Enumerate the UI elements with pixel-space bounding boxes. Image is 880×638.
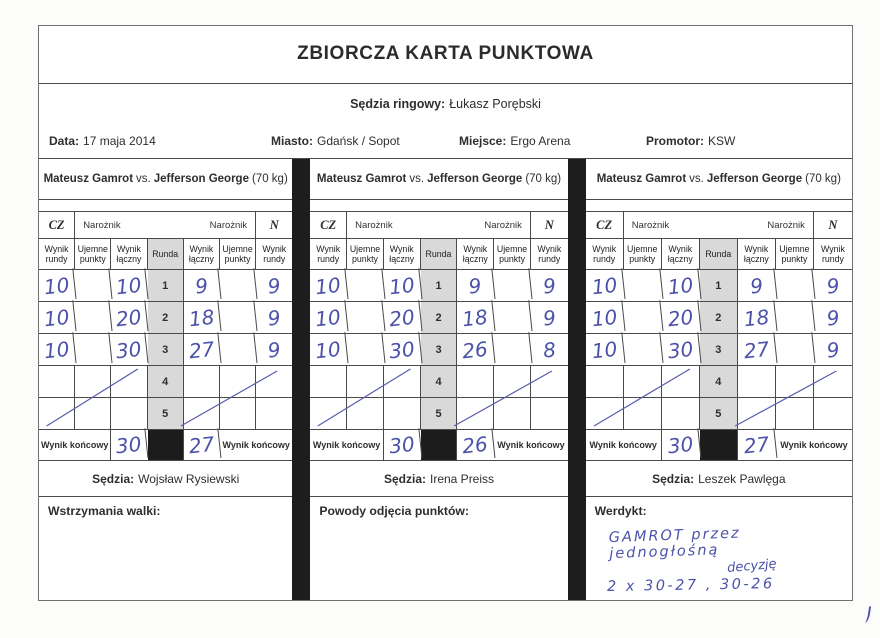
score-cell [622, 300, 663, 335]
score-cell [184, 398, 220, 429]
score-cell: 10 [584, 268, 625, 303]
score-cell [310, 366, 347, 397]
title-table-gap [39, 200, 292, 212]
meta-promoter [646, 134, 852, 148]
notes-section [39, 497, 292, 600]
col-head-neg-points-left: Ujemne punkty [347, 239, 384, 269]
score-cell: 9 [736, 268, 777, 303]
score-cell [586, 398, 624, 429]
round-number: 3 [148, 334, 184, 365]
score-cell [75, 366, 111, 397]
page-title: ZBIORCZA KARTA PUNKTOWA [297, 43, 594, 65]
column-header-row [39, 239, 292, 270]
weight-label: (70 kg) [525, 173, 562, 185]
score-cell: 10 [110, 268, 149, 303]
judge-label: Sędzia: [652, 471, 695, 486]
ring-referee-label: Sędzia ringowy: [350, 97, 446, 112]
weight-label: (70 kg) [251, 173, 288, 185]
final-score-row [310, 430, 567, 461]
corner-header-row [310, 212, 567, 239]
col-head-total-left: Wynik łączny [111, 239, 147, 269]
vs-label: vs. [689, 173, 704, 185]
col-head-round: Runda [148, 239, 184, 269]
fighter2-name: Jefferson George [427, 173, 523, 185]
score-cell [494, 398, 531, 429]
judge-label: Sędzia: [92, 471, 135, 486]
judge-line [586, 461, 852, 497]
score-cell [493, 268, 533, 303]
scorecards-row [39, 158, 852, 600]
meta-venue-label: Miejsce: [459, 134, 507, 149]
verdict-line-2 [452, 519, 559, 528]
judge-scorecard [39, 159, 292, 600]
round-number: 1 [148, 270, 184, 301]
fighter1-name: Mateusz Gamrot [596, 173, 687, 185]
col-head-round-score-left: Wynik rundy [39, 239, 75, 269]
score-cell: 8 [541, 336, 557, 363]
score-cell [218, 300, 257, 335]
score-cell: 9 [266, 336, 282, 363]
meta-venue-value: Ergo Arena [510, 134, 571, 149]
meta-promoter-value: KSW [708, 134, 736, 149]
score-cell [457, 398, 494, 429]
judge-line [310, 461, 567, 497]
vs-label: vs. [136, 173, 151, 185]
verdict-handwriting [319, 526, 558, 530]
fight-title [310, 159, 567, 200]
corner-header-row [586, 212, 852, 239]
title-table-gap [586, 200, 852, 212]
final-score-row [39, 430, 292, 461]
panel-divider [568, 159, 586, 600]
fighter1-name: Mateusz Gamrot [43, 173, 134, 185]
corner-label-right: Narożnik [484, 219, 522, 231]
stray-pen-mark [863, 606, 871, 624]
final-label-right: Wynik końcowy [497, 440, 565, 450]
score-cell [738, 366, 776, 397]
final-score-row [586, 430, 852, 461]
score-cell [738, 398, 776, 429]
col-head-round: Runda [421, 239, 458, 269]
red-corner-code: CZ [310, 212, 347, 238]
score-cell: 20 [660, 300, 701, 335]
score-cell: 9 [182, 268, 221, 303]
round-number: 2 [700, 302, 738, 333]
verdict-line-1 [62, 522, 283, 530]
score-cell [384, 366, 421, 397]
final-label-left: Wynik końcowy [310, 430, 384, 460]
score-cell [220, 398, 256, 429]
score-cell [74, 332, 113, 367]
verdict-line-3 [331, 528, 558, 532]
score-cell: 10 [37, 300, 76, 335]
col-head-round-score-right: Wynik rundy [262, 243, 287, 264]
corner-label-left: Narożnik [83, 219, 121, 231]
verdict-handwriting [48, 526, 283, 530]
final-score-red: 30 [110, 428, 149, 462]
corner-label-right: Narożnik [209, 219, 248, 231]
judge-name: Irena Preiss [430, 471, 495, 486]
judge-name: Wojsław Rysiewski [138, 471, 240, 486]
score-cell: 18 [736, 300, 777, 335]
score-cell [256, 366, 292, 397]
score-cell [184, 366, 220, 397]
col-head-total-left: Wynik łączny [662, 239, 700, 269]
col-head-neg-points-right: Ujemne punkty [494, 239, 531, 269]
event-meta-row [39, 124, 852, 158]
score-table [586, 212, 852, 461]
col-head-round-score-right: Wynik rundy [821, 243, 845, 264]
meta-city-value: Gdańsk / Sopot [317, 134, 400, 149]
round-row-1 [586, 270, 852, 302]
final-score-blue: 27 [182, 428, 221, 462]
score-table [310, 212, 567, 461]
score-cell: 9 [456, 268, 496, 303]
score-cell [622, 332, 663, 367]
col-head-neg-points-right: Ujemne punkty [220, 239, 256, 269]
score-cell: 10 [309, 300, 349, 335]
score-cell: 10 [37, 268, 76, 303]
verdict-line-3: 2 x 30-27 , 30-26 [606, 576, 775, 596]
meta-date [49, 134, 271, 148]
meta-date-label: Data: [49, 134, 80, 149]
fight-title [586, 159, 852, 200]
notes-section-label: Wstrzymania walki: [48, 504, 161, 518]
score-cell: 30 [660, 332, 701, 367]
red-corner-code: CZ [586, 212, 624, 238]
round-number: 3 [700, 334, 738, 365]
ring-referee-name: Łukasz Porębski [449, 97, 541, 112]
score-cell: 9 [541, 304, 557, 331]
score-cell [220, 366, 256, 397]
meta-date-value: 17 maja 2014 [83, 134, 156, 149]
corner-label-left: Narożnik [355, 219, 393, 231]
score-cell [218, 268, 257, 303]
notes-section [310, 497, 567, 600]
round-number: 5 [700, 398, 738, 429]
score-cell: 10 [37, 332, 76, 367]
score-cell [384, 398, 421, 429]
score-cell [256, 398, 292, 429]
round-row-4 [310, 366, 567, 398]
score-cell: 10 [584, 332, 625, 367]
ring-referee-line [39, 84, 852, 124]
notes-section-label: Werdykt: [594, 504, 647, 518]
score-cell [74, 300, 113, 335]
verdict-line-1 [333, 522, 558, 530]
round-row-5 [39, 398, 292, 430]
fighter1-name: Mateusz Gamrot [316, 173, 407, 185]
score-cell: 26 [456, 332, 496, 367]
verdict-handwriting [595, 525, 843, 596]
title-block [39, 26, 852, 84]
final-label-right: Wynik końcowy [222, 440, 290, 450]
score-cell: 9 [266, 304, 282, 331]
round-row-4 [39, 366, 292, 398]
round-row-3 [586, 334, 852, 366]
col-head-round-score-right: Wynik rundy [537, 243, 562, 264]
round-number: 1 [700, 270, 738, 301]
fight-title [39, 159, 292, 200]
score-cell: 9 [541, 272, 557, 299]
weight-label: (70 kg) [805, 173, 841, 185]
score-cell [776, 366, 814, 397]
score-cell [218, 332, 257, 367]
score-cell: 9 [825, 336, 841, 363]
final-label-left: Wynik końcowy [586, 430, 662, 460]
score-cell [662, 366, 700, 397]
final-score-blue: 26 [456, 428, 496, 462]
col-head-total-left: Wynik łączny [384, 239, 421, 269]
score-cell: 18 [182, 300, 221, 335]
final-score-blue: 27 [736, 428, 777, 462]
meta-promoter-label: Promotor: [646, 134, 704, 149]
score-cell [622, 268, 663, 303]
fighter2-name: Jefferson George [706, 173, 803, 185]
score-cell [814, 366, 852, 397]
score-cell [310, 398, 347, 429]
score-cell [346, 300, 386, 335]
judge-scorecard [586, 159, 852, 600]
score-cell [624, 366, 662, 397]
score-cell [457, 366, 494, 397]
judge-label: Sędzia: [383, 471, 426, 486]
round-number: 2 [421, 302, 458, 333]
score-cell [774, 332, 815, 367]
col-head-total-right: Wynik łączny [738, 239, 776, 269]
score-cell: 10 [382, 268, 422, 303]
score-cell: 27 [736, 332, 777, 367]
score-cell: 10 [660, 268, 701, 303]
col-head-neg-points-left: Ujemne punkty [624, 239, 662, 269]
corner-labels [624, 212, 814, 238]
meta-venue [459, 134, 646, 148]
final-row-black-cell [148, 430, 184, 460]
round-number: 5 [148, 398, 184, 429]
corner-label-right: Narożnik [767, 219, 805, 231]
corner-labels [347, 212, 531, 238]
score-cell [347, 366, 384, 397]
final-score-red: 30 [382, 428, 422, 462]
verdict-line-2: decyzję [726, 556, 777, 577]
round-number: 1 [421, 270, 458, 301]
title-table-gap [310, 200, 567, 212]
notes-section [586, 497, 852, 600]
score-cell: 20 [382, 300, 422, 335]
score-cell: 10 [309, 332, 349, 367]
score-cell: 20 [110, 300, 149, 335]
score-cell: 30 [110, 332, 149, 367]
round-number: 4 [421, 366, 458, 397]
score-cell [493, 332, 533, 367]
round-row-2 [310, 302, 567, 334]
score-cell [662, 398, 700, 429]
column-header-row [586, 239, 852, 270]
score-cell [347, 398, 384, 429]
column-header-row [310, 239, 567, 270]
round-row-1 [310, 270, 567, 302]
round-row-5 [586, 398, 852, 430]
col-head-total-right: Wynik łączny [457, 239, 494, 269]
round-row-2 [39, 302, 292, 334]
score-cell [111, 366, 147, 397]
scorecard-page [38, 25, 853, 601]
score-cell: 9 [266, 272, 282, 299]
round-number: 5 [421, 398, 458, 429]
round-number: 2 [148, 302, 184, 333]
score-cell [74, 268, 113, 303]
blue-corner-code: N [269, 217, 279, 232]
score-cell: 18 [456, 300, 496, 335]
round-number: 4 [148, 366, 184, 397]
red-corner-code: CZ [39, 212, 75, 238]
judge-scorecard [310, 159, 567, 600]
blue-corner-code: N [828, 217, 838, 232]
final-score-red: 30 [660, 428, 701, 462]
round-row-4 [586, 366, 852, 398]
score-cell [814, 398, 852, 429]
score-cell [111, 398, 147, 429]
score-cell [346, 332, 386, 367]
meta-city [271, 134, 459, 148]
score-cell [624, 398, 662, 429]
score-cell: 9 [825, 304, 841, 331]
score-cell [494, 366, 531, 397]
round-number: 3 [421, 334, 458, 365]
panel-divider [292, 159, 310, 600]
verdict-line-1: GAMROT przez jednogłośną [608, 525, 741, 563]
score-cell [774, 268, 815, 303]
round-row-2 [586, 302, 852, 334]
score-cell [346, 268, 386, 303]
score-cell [39, 366, 75, 397]
col-head-round-score-left: Wynik rundy [586, 239, 624, 269]
score-cell [39, 398, 75, 429]
round-number: 4 [700, 366, 738, 397]
col-head-neg-points-left: Ujemne punkty [75, 239, 111, 269]
verdict-line-2 [180, 519, 283, 528]
blue-corner-code: N [544, 217, 554, 232]
score-cell [531, 366, 568, 397]
corner-header-row [39, 212, 292, 239]
score-cell: 27 [182, 332, 221, 367]
verdict-line-3 [60, 528, 283, 532]
col-head-round-score-left: Wynik rundy [310, 239, 347, 269]
fighter2-name: Jefferson George [153, 173, 249, 185]
corner-labels [75, 212, 256, 238]
score-cell: 9 [825, 272, 841, 299]
corner-label-left: Narożnik [631, 219, 670, 231]
final-row-black-cell [700, 430, 738, 460]
round-row-3 [310, 334, 567, 366]
judge-name: Leszek Pawlęga [698, 471, 786, 486]
score-cell: 10 [584, 300, 625, 335]
meta-city-label: Miasto: [271, 134, 313, 149]
final-row-black-cell [421, 430, 458, 460]
score-cell: 30 [382, 332, 422, 367]
col-head-round: Runda [700, 239, 738, 269]
judge-line [39, 461, 292, 497]
score-cell [531, 398, 568, 429]
notes-section-label: Powody odjęcia punktów: [319, 504, 469, 518]
round-row-1 [39, 270, 292, 302]
score-cell [774, 300, 815, 335]
score-cell [493, 300, 533, 335]
score-cell [75, 398, 111, 429]
vs-label: vs. [409, 173, 425, 185]
score-cell [586, 366, 624, 397]
round-row-3 [39, 334, 292, 366]
score-cell [776, 398, 814, 429]
col-head-total-right: Wynik łączny [184, 239, 220, 269]
round-row-5 [310, 398, 567, 430]
score-cell: 10 [309, 268, 349, 303]
final-label-left: Wynik końcowy [39, 430, 111, 460]
final-label-right: Wynik końcowy [780, 440, 848, 450]
score-table [39, 212, 292, 461]
col-head-neg-points-right: Ujemne punkty [776, 239, 814, 269]
